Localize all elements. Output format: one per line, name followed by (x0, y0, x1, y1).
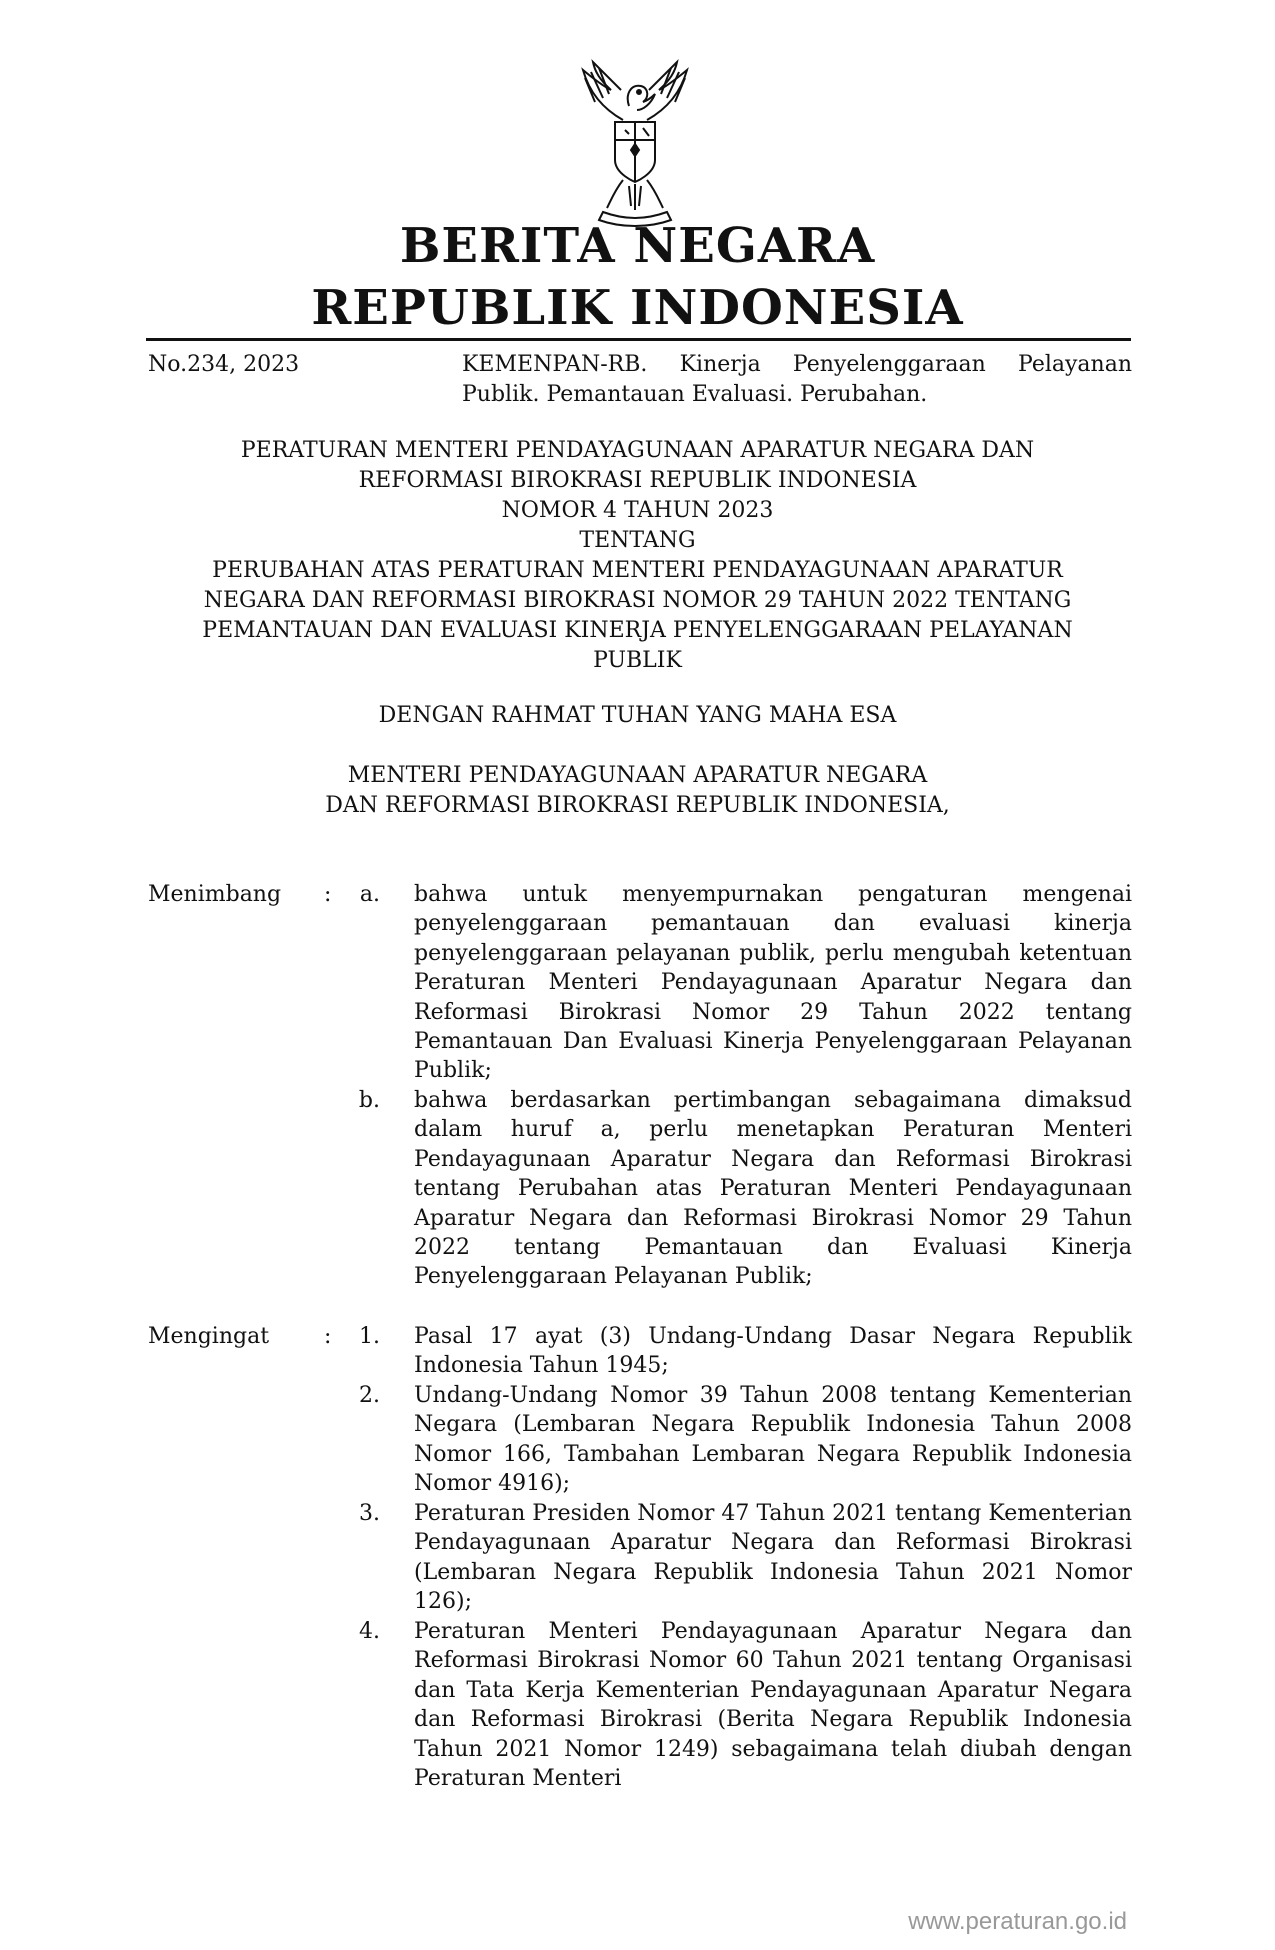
item-marker: 1. (359, 1324, 380, 1349)
item-text: Peraturan Presiden Nomor 47 Tahun 2021 tentang Kementerian Pendayagunaan Aparatur Negara dan Reformasi Birokrasi (Lembaran Negara Republik Indonesia Tahun 2021 Nomor 126); (414, 1501, 1132, 1615)
item-marker: 3. (359, 1501, 380, 1526)
footer-website-link[interactable]: www.peraturan.go.id (908, 1908, 1127, 1935)
garuda-emblem-icon (545, 50, 725, 230)
item-marker: a. (359, 882, 380, 907)
masthead-title-line2: REPUBLIK INDONESIA (311, 280, 964, 336)
regulation-title-line: PERATURAN MENTERI PENDAYAGUNAAN APARATUR NEGARA DAN (240, 438, 1035, 463)
item-text: bahwa untuk menyempurnakan pengaturan mengenai penyelenggaraan pemantauan dan evaluasi kinerja penyelenggaraan pelayanan publik, perlu mengubah ketentuan Peraturan Menteri Pendayagunaan Aparatur Negara dan Reformasi Birokrasi Nomor 29 Tahun 2022 tentang Pemantauan Dan Evaluasi Kinerja Penyelenggaraan Pelayanan Publik; (414, 882, 1132, 1084)
gazette-number: No.234, 2023 (148, 352, 300, 377)
mengingat-item (340, 1381, 1132, 1499)
regulation-subject-line: PEMANTAUAN DAN EVALUASI KINERJA PENYELENGGARAAN PELAYANAN (202, 618, 1073, 643)
item-marker: b. (358, 1088, 380, 1113)
menimbang-colon: : (324, 882, 332, 907)
invocation: DENGAN RAHMAT TUHAN YANG MAHA ESA (378, 703, 897, 728)
item-marker: 4. (359, 1619, 380, 1644)
mengingat-item (340, 1322, 1132, 1381)
regulation-title-block (150, 436, 1125, 676)
item-marker: 2. (359, 1383, 380, 1408)
issuer-line: MENTERI PENDAYAGUNAAN APARATUR NEGARA (347, 763, 928, 788)
item-text: bahwa berdasarkan pertimbangan sebagaimana dimaksud dalam huruf a, perlu menetapkan Peraturan Menteri Pendayagunaan Aparatur Negara dan Reformasi Birokrasi tentang Perubahan atas Peraturan Menteri Pendayagunaan Aparatur Negara dan Reformasi Birokrasi Nomor 29 Tahun 2022 tentang Pemantauan dan Evaluasi Kinerja Penyelenggaraan Pelayanan Publik; (414, 1088, 1132, 1290)
item-text: Peraturan Menteri Pendayagunaan Aparatur Negara dan Reformasi Birokrasi Nomor 60 Tahun 2021 tentang Organisasi dan Tata Kerja Kementerian Pendayagunaan Aparatur Negara dan Reformasi Birokrasi (Berita Negara Republik Indonesia Tahun 2021 Nomor 1249) sebagaimana telah diubah dengan Peraturan Menteri (414, 1619, 1132, 1792)
regulation-title-line: REFORMASI BIROKRASI REPUBLIK INDONESIA (358, 468, 917, 493)
regulation-subject-line: NEGARA DAN REFORMASI BIROKRASI NOMOR 29 TAHUN 2022 TENTANG (203, 588, 1072, 613)
item-text: Pasal 17 ayat (3) Undang-Undang Dasar Negara Republik Indonesia Tahun 1945; (414, 1324, 1132, 1379)
gazette-subject: KEMENPAN-RB. Kinerja Penyelenggaraan Pelayanan Publik. Pemantauan Evaluasi. Perubahan. (462, 352, 1132, 407)
menimbang-label: Menimbang (148, 882, 282, 907)
masthead-title-line1: BERITA NEGARA (399, 218, 876, 274)
regulation-subject-line: PERUBAHAN ATAS PERATURAN MENTERI PENDAYAGUNAAN APARATUR (212, 558, 1063, 583)
regulation-subject-line: PUBLIK (593, 648, 682, 673)
menimbang-item (340, 880, 1132, 1086)
mengingat-item (340, 1617, 1132, 1793)
mengingat-colon: : (324, 1324, 332, 1349)
regulation-number: NOMOR 4 TAHUN 2023 (501, 498, 774, 523)
masthead-divider (146, 338, 1131, 341)
mengingat-label: Mengingat (148, 1324, 270, 1349)
menimbang-item (340, 1086, 1132, 1292)
regulation-about: TENTANG (579, 528, 696, 553)
issuer-block (150, 761, 1125, 821)
issuer-line: DAN REFORMASI BIROKRASI REPUBLIK INDONESIA, (325, 793, 950, 818)
mengingat-item (340, 1499, 1132, 1617)
item-text: Undang-Undang Nomor 39 Tahun 2008 tentang Kementerian Negara (Lembaran Negara Republik Indonesia Tahun 2008 Nomor 166, Tambahan Lembaran Negara Republik Indonesia Nomor 4916); (414, 1383, 1132, 1497)
